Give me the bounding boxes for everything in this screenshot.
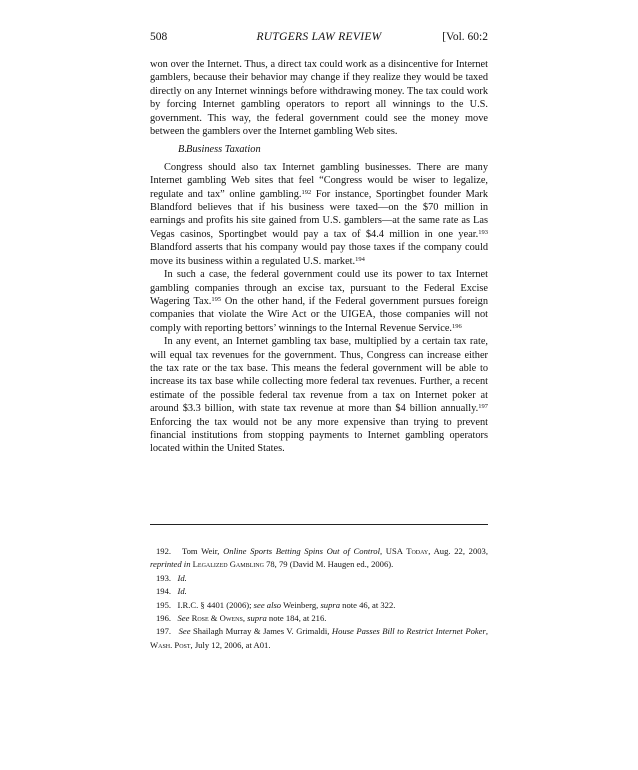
author-name: Rose & Owens xyxy=(191,613,243,624)
text-run: note 46, at 322. xyxy=(340,599,396,610)
text-run: Weinberg, xyxy=(281,599,321,610)
page-number: 508 xyxy=(150,31,168,43)
text-run: , Aug. 22, 2003, xyxy=(428,546,488,556)
volume-label: [Vol. 60:2 xyxy=(442,31,488,43)
section-title: Business Taxation xyxy=(186,144,261,156)
text-run: , xyxy=(242,613,248,624)
signal-text: See xyxy=(177,613,190,624)
paragraph-excise-tax xyxy=(150,268,488,335)
section-heading xyxy=(150,143,488,156)
publication-name: Legalized Gambling xyxy=(192,559,264,570)
footnote-number: 197. xyxy=(156,626,172,637)
signal-text: supra xyxy=(320,599,341,610)
footnote-number: 194. xyxy=(156,586,172,597)
publication-name: Today xyxy=(406,546,429,556)
footnotes xyxy=(150,545,488,652)
paragraph-continued: won over the Internet. Thus, a direct tax could work as a disincentive for Internet gamblers, because their behavior may change if they realize they would be taxed directly on any Internet winnings before withdrawing money. The tax could work by forcing Internet gambling operators to report all winnings to the U.S. government. This way, the federal government could see the money move between the gamblers over the Internet gambling Web sites. xyxy=(150,59,488,138)
text-run: Id. xyxy=(177,572,187,583)
text-run: Id. xyxy=(177,586,187,597)
footnote-ref-193[interactable]: 193 xyxy=(478,228,488,236)
footnote-194 xyxy=(150,585,488,598)
text-run: note 184, at 216. xyxy=(266,613,327,624)
text-run: On the other hand, if the Federal government pursues foreign companies that violate the Wire Act or the UIGEA, those companies will not comply with reporting bettors’ winnings to the Internal Revenue Service. xyxy=(150,295,488,334)
footnote-ref-192[interactable]: 192 xyxy=(301,188,312,196)
paragraph-business-tax xyxy=(150,161,488,268)
text-run: , USA xyxy=(379,546,407,556)
footnote-ref-196[interactable]: 196 xyxy=(452,322,462,330)
text-run: , xyxy=(485,626,489,637)
footnote-ref-195[interactable]: 195 xyxy=(211,295,222,303)
paragraph-tax-base xyxy=(150,335,488,456)
text-run: Shailagh Murray & James V. Grimaldi, xyxy=(190,626,332,637)
text-run: In any event, an Internet gambling tax base, multiplied by a certain tax rate, will equal tax revenues for the government. Thus, Congress can increase either the tax rate or the tax base. This means the federal government will be able to increase its tax base while collecting more federal tax revenues. Further, a recent estimate of the possible federal tax revenue from a tax on Internet poker at around $3.3 billion, with state tax revenue at more than $4 billion annually. xyxy=(150,336,488,415)
text-run: Blandford asserts that his company would pay those taxes if the company could move its business within a regulated U.S. market. xyxy=(150,242,488,267)
footnote-197 xyxy=(150,625,488,652)
text-run: Congress should also tax Internet gambling businesses. There are many Internet gambling Web sites that feel “Congress would be wiser to legalize, regulate and tax” online gambling. xyxy=(150,161,488,200)
footnote-ref-194[interactable]: 194 xyxy=(355,255,365,263)
journal-title: RUTGERS LAW REVIEW xyxy=(256,31,382,43)
main-text xyxy=(150,58,488,456)
signal-text: See xyxy=(178,626,191,637)
article-title: House Passes Bill to Restrict Internet Poker xyxy=(331,626,486,637)
text-run: For instance, Sportingbet founder Mark Blandford believes that if his business were taxed—on the $70 million in earnings and profits his site gained from U.S. gamblers—at the same rate as Las Vegas casinos, Sportingbet would pay a tax of $4.4 million in one year. xyxy=(150,188,488,240)
footnote-number: 192. xyxy=(156,546,172,556)
signal-text: supra xyxy=(247,613,267,624)
footnote-ref-197[interactable]: 197 xyxy=(478,403,488,411)
article-title: Online Sports Betting Spins Out of Control xyxy=(223,546,380,556)
text-run: , July 12, 2006, at A01. xyxy=(190,639,271,650)
text-run: In such a case, the federal government could use its power to tax Internet gambling companies through an excise tax, pursuant to the Federal Excise Wagering Tax. xyxy=(150,269,488,307)
footnote-192 xyxy=(150,545,488,572)
publication-name: Wash. Post xyxy=(150,639,191,650)
footnote-number: 196. xyxy=(156,613,172,624)
footnote-number: 193. xyxy=(156,572,172,583)
footnote-193 xyxy=(150,572,488,585)
text-run: I.R.C. § 4401 (2006); xyxy=(177,599,254,610)
footnote-195 xyxy=(150,599,488,612)
text-run: 78, 79 (David M. Haugen ed., 2006). xyxy=(263,559,394,570)
signal-text: see also xyxy=(253,599,282,610)
signal-text: reprinted in xyxy=(150,559,191,570)
text-run: Enforcing the tax would not be any more expensive than trying to prevent financial institutions from stopping payments to Internet gambling operators located within the United States. xyxy=(150,416,488,455)
footnote-divider xyxy=(150,524,488,525)
section-label: B. xyxy=(178,144,187,156)
text-run: Tom Weir, xyxy=(181,546,224,556)
footnote-196 xyxy=(150,612,488,625)
footnote-number: 195. xyxy=(156,599,172,610)
